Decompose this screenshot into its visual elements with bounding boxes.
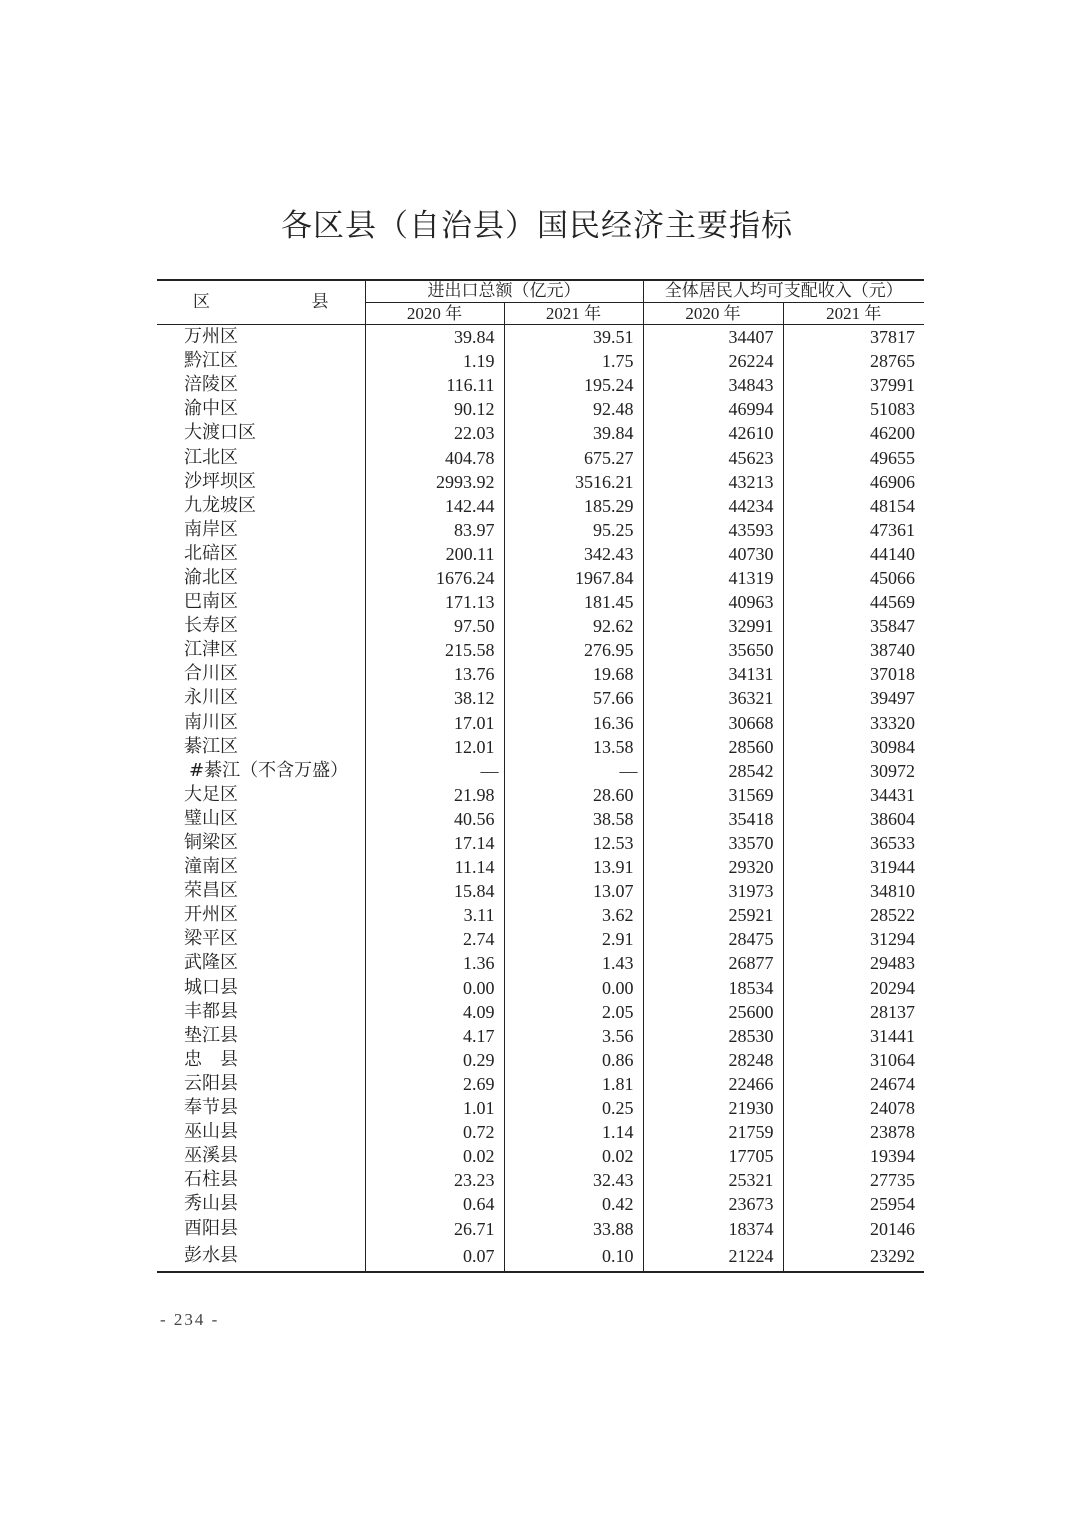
- value-cell: 13.76: [365, 662, 504, 686]
- value-cell: 21224: [643, 1241, 783, 1272]
- table-row: [157, 855, 924, 879]
- value-cell: 47361: [783, 518, 924, 542]
- value-cell: 34810: [783, 879, 924, 903]
- value-cell: 28522: [783, 903, 924, 927]
- value-cell: 40.56: [365, 807, 504, 831]
- value-cell: 200.11: [365, 542, 504, 566]
- region-name-cell: 酉阳县: [184, 1217, 238, 1239]
- value-cell: 34431: [783, 783, 924, 807]
- region-name-cell: 渝北区: [184, 566, 238, 588]
- page-title: 各区县（自治县）国民经济主要指标: [281, 208, 793, 244]
- value-cell: 3516.21: [504, 470, 643, 494]
- region-name-cell: 武隆区: [184, 952, 238, 974]
- table-row: [157, 1096, 924, 1120]
- table-row: [157, 1192, 924, 1216]
- value-cell: 26877: [643, 951, 783, 975]
- value-cell: 33320: [783, 711, 924, 735]
- table-row: [157, 566, 924, 590]
- value-cell: 37817: [783, 325, 924, 350]
- value-cell: 0.25: [504, 1096, 643, 1120]
- value-cell: 2.91: [504, 927, 643, 951]
- value-cell: 17705: [643, 1144, 783, 1168]
- table-row: [157, 1048, 924, 1072]
- value-cell: 13.91: [504, 855, 643, 879]
- value-cell: 0.29: [365, 1048, 504, 1072]
- income-group-header: 全体居民人均可支配收入（元）: [643, 280, 924, 303]
- value-cell: 27735: [783, 1168, 924, 1192]
- value-cell: 3.56: [504, 1024, 643, 1048]
- trade-group-header: 进出口总额（亿元）: [365, 280, 643, 303]
- table-row: [157, 759, 924, 783]
- value-cell: 35847: [783, 614, 924, 638]
- value-cell: 24078: [783, 1096, 924, 1120]
- value-cell: 1.01: [365, 1096, 504, 1120]
- value-cell: 32.43: [504, 1168, 643, 1192]
- year-header: 2021 年: [504, 303, 643, 325]
- value-cell: 38.58: [504, 807, 643, 831]
- table-body: [157, 325, 924, 1272]
- value-cell: 24674: [783, 1072, 924, 1096]
- region-name-cell: 云阳县: [184, 1072, 238, 1094]
- value-cell: 21.98: [365, 783, 504, 807]
- value-cell: 29483: [783, 951, 924, 975]
- value-cell: 16.36: [504, 711, 643, 735]
- region-name-cell: 江津区: [184, 639, 238, 661]
- page-number: - 234 -: [160, 1310, 220, 1329]
- value-cell: 34407: [643, 325, 783, 350]
- value-cell: 0.64: [365, 1192, 504, 1216]
- region-name-cell: 万州区: [184, 326, 238, 348]
- value-cell: 2.05: [504, 1000, 643, 1024]
- value-cell: 30984: [783, 735, 924, 759]
- table-row: [157, 1216, 924, 1240]
- region-name-cell: 江北区: [184, 446, 238, 468]
- value-cell: 46200: [783, 421, 924, 445]
- value-cell: 28475: [643, 927, 783, 951]
- value-cell: 1.19: [365, 349, 504, 373]
- region-name-cell: 大足区: [184, 783, 238, 805]
- value-cell: 0.02: [365, 1144, 504, 1168]
- value-cell: 31441: [783, 1024, 924, 1048]
- value-cell: 1.75: [504, 349, 643, 373]
- value-cell: 0.86: [504, 1048, 643, 1072]
- value-cell: 37018: [783, 662, 924, 686]
- value-cell: 29320: [643, 855, 783, 879]
- region-name-cell: 石柱县: [184, 1169, 238, 1191]
- value-cell: 45066: [783, 566, 924, 590]
- value-cell: 57.66: [504, 686, 643, 710]
- region-name-cell: 涪陵区: [184, 374, 238, 396]
- value-cell: 41319: [643, 566, 783, 590]
- value-cell: 49655: [783, 445, 924, 469]
- value-cell: 36533: [783, 831, 924, 855]
- value-cell: 31064: [783, 1048, 924, 1072]
- region-name-cell: 黔江区: [184, 350, 238, 372]
- value-cell: 39.84: [504, 421, 643, 445]
- value-cell: 28137: [783, 1000, 924, 1024]
- value-cell: 0.00: [365, 976, 504, 1000]
- region-name-cell: 璧山区: [184, 807, 238, 829]
- value-cell: 39497: [783, 686, 924, 710]
- value-cell: 39.51: [504, 325, 643, 350]
- value-cell: 92.62: [504, 614, 643, 638]
- value-cell: 90.12: [365, 397, 504, 421]
- value-cell: 30972: [783, 759, 924, 783]
- value-cell: 32991: [643, 614, 783, 638]
- region-name-cell: 潼南区: [184, 856, 238, 878]
- table-row: [157, 397, 924, 421]
- value-cell: 3.62: [504, 903, 643, 927]
- year-header: 2021 年: [783, 303, 924, 325]
- value-cell: 23673: [643, 1192, 783, 1216]
- value-cell: 0.00: [504, 976, 643, 1000]
- table-row: [157, 831, 924, 855]
- region-name-cell: 忠 县: [184, 1048, 238, 1070]
- region-name-cell: 铜梁区: [184, 832, 238, 854]
- table-row: [157, 421, 924, 445]
- region-header-char-2: 县: [311, 292, 329, 312]
- value-cell: 1.36: [365, 951, 504, 975]
- table-row: [157, 1120, 924, 1144]
- value-cell: 26.71: [365, 1216, 504, 1240]
- value-cell: 45623: [643, 445, 783, 469]
- value-cell: 675.27: [504, 445, 643, 469]
- value-cell: 11.14: [365, 855, 504, 879]
- value-cell: —: [365, 759, 504, 783]
- value-cell: 17.14: [365, 831, 504, 855]
- region-name-cell: 永川区: [184, 687, 238, 709]
- value-cell: 18374: [643, 1216, 783, 1240]
- region-name-cell: 九龙坡区: [184, 494, 256, 516]
- value-cell: 0.72: [365, 1120, 504, 1144]
- region-name-cell: #綦江（不含万盛）: [189, 759, 349, 781]
- value-cell: 37991: [783, 373, 924, 397]
- value-cell: 46994: [643, 397, 783, 421]
- value-cell: 28765: [783, 349, 924, 373]
- region-name-cell: 垫江县: [184, 1024, 238, 1046]
- indicator-table-container: [157, 279, 924, 1273]
- region-name-cell: 秀山县: [184, 1193, 238, 1215]
- region-name-cell: 长寿区: [184, 615, 238, 637]
- value-cell: 95.25: [504, 518, 643, 542]
- value-cell: 33.88: [504, 1216, 643, 1240]
- value-cell: 42610: [643, 421, 783, 445]
- value-cell: 21930: [643, 1096, 783, 1120]
- value-cell: 44234: [643, 494, 783, 518]
- value-cell: 342.43: [504, 542, 643, 566]
- table-row: [157, 518, 924, 542]
- table-row: [157, 1144, 924, 1168]
- value-cell: 12.53: [504, 831, 643, 855]
- year-header: 2020 年: [643, 303, 783, 325]
- region-name-cell: 北碚区: [184, 542, 238, 564]
- value-cell: 31569: [643, 783, 783, 807]
- region-name-cell: 大渡口区: [184, 422, 256, 444]
- value-cell: 28248: [643, 1048, 783, 1072]
- value-cell: 12.01: [365, 735, 504, 759]
- value-cell: 23.23: [365, 1168, 504, 1192]
- value-cell: 28542: [643, 759, 783, 783]
- value-cell: 1.14: [504, 1120, 643, 1144]
- table-row: [157, 686, 924, 710]
- value-cell: 19394: [783, 1144, 924, 1168]
- indicator-table: [157, 279, 924, 1273]
- value-cell: —: [504, 759, 643, 783]
- table-row: [157, 1072, 924, 1096]
- table-row: [157, 951, 924, 975]
- table-row: [157, 494, 924, 518]
- value-cell: 1676.24: [365, 566, 504, 590]
- value-cell: 20294: [783, 976, 924, 1000]
- table-row: [157, 1024, 924, 1048]
- table-row: [157, 349, 924, 373]
- value-cell: 39.84: [365, 325, 504, 350]
- value-cell: 46906: [783, 470, 924, 494]
- value-cell: 25600: [643, 1000, 783, 1024]
- value-cell: 28530: [643, 1024, 783, 1048]
- region-name-cell: 沙坪坝区: [184, 470, 256, 492]
- value-cell: 28560: [643, 735, 783, 759]
- value-cell: 97.50: [365, 614, 504, 638]
- value-cell: 21759: [643, 1120, 783, 1144]
- value-cell: 35650: [643, 638, 783, 662]
- value-cell: 0.02: [504, 1144, 643, 1168]
- value-cell: 22466: [643, 1072, 783, 1096]
- value-cell: 34843: [643, 373, 783, 397]
- value-cell: 181.45: [504, 590, 643, 614]
- value-cell: 26224: [643, 349, 783, 373]
- table-row: [157, 590, 924, 614]
- table-row: [157, 903, 924, 927]
- table-row: [157, 542, 924, 566]
- value-cell: 38604: [783, 807, 924, 831]
- value-cell: 34131: [643, 662, 783, 686]
- table-row: [157, 1241, 924, 1272]
- region-name-cell: 巫山县: [184, 1121, 238, 1143]
- value-cell: 20146: [783, 1216, 924, 1240]
- table-row: [157, 638, 924, 662]
- value-cell: 44140: [783, 542, 924, 566]
- value-cell: 171.13: [365, 590, 504, 614]
- value-cell: 17.01: [365, 711, 504, 735]
- region-name-cell: 南岸区: [184, 518, 238, 540]
- value-cell: 40730: [643, 542, 783, 566]
- region-name-cell: 城口县: [184, 976, 238, 998]
- value-cell: 2993.92: [365, 470, 504, 494]
- region-name-cell: 丰都县: [184, 1000, 238, 1022]
- table-row: [157, 735, 924, 759]
- value-cell: 276.95: [504, 638, 643, 662]
- table-row: [157, 373, 924, 397]
- value-cell: 2.69: [365, 1072, 504, 1096]
- value-cell: 92.48: [504, 397, 643, 421]
- table-row: [157, 662, 924, 686]
- value-cell: 25921: [643, 903, 783, 927]
- value-cell: 4.09: [365, 1000, 504, 1024]
- value-cell: 30668: [643, 711, 783, 735]
- table-row: [157, 783, 924, 807]
- value-cell: 51083: [783, 397, 924, 421]
- table-row: [157, 1168, 924, 1192]
- value-cell: 1.81: [504, 1072, 643, 1096]
- table-row: [157, 445, 924, 469]
- value-cell: 116.11: [365, 373, 504, 397]
- region-name-cell: 綦江区: [184, 735, 238, 757]
- value-cell: 18534: [643, 976, 783, 1000]
- region-name-cell: 渝中区: [184, 398, 238, 420]
- value-cell: 23292: [783, 1241, 924, 1272]
- value-cell: 48154: [783, 494, 924, 518]
- value-cell: 142.44: [365, 494, 504, 518]
- region-column-header: [157, 280, 365, 325]
- value-cell: 43593: [643, 518, 783, 542]
- table-row: [157, 976, 924, 1000]
- region-name-cell: 彭水县: [157, 1241, 365, 1272]
- value-cell: 35418: [643, 807, 783, 831]
- region-name-cell: 梁平区: [184, 928, 238, 950]
- value-cell: 25321: [643, 1168, 783, 1192]
- value-cell: 13.07: [504, 879, 643, 903]
- value-cell: 36321: [643, 686, 783, 710]
- table-row: [157, 325, 924, 350]
- table-row: [157, 1000, 924, 1024]
- region-name-cell: 奉节县: [184, 1097, 238, 1119]
- value-cell: 25954: [783, 1192, 924, 1216]
- value-cell: 404.78: [365, 445, 504, 469]
- value-cell: 1.43: [504, 951, 643, 975]
- value-cell: 44569: [783, 590, 924, 614]
- value-cell: 215.58: [365, 638, 504, 662]
- table-row: [157, 807, 924, 831]
- value-cell: 15.84: [365, 879, 504, 903]
- value-cell: 22.03: [365, 421, 504, 445]
- region-name-cell: 合川区: [184, 663, 238, 685]
- table-row: [157, 470, 924, 494]
- region-name-cell: 巫溪县: [184, 1145, 238, 1167]
- year-header: 2020 年: [365, 303, 504, 325]
- value-cell: 1967.84: [504, 566, 643, 590]
- value-cell: 0.42: [504, 1192, 643, 1216]
- table-row: [157, 711, 924, 735]
- table-header: [157, 280, 924, 325]
- value-cell: 31973: [643, 879, 783, 903]
- value-cell: 3.11: [365, 903, 504, 927]
- value-cell: 19.68: [504, 662, 643, 686]
- region-header-char-1: 区: [193, 292, 211, 312]
- value-cell: 195.24: [504, 373, 643, 397]
- value-cell: 185.29: [504, 494, 643, 518]
- value-cell: 31944: [783, 855, 924, 879]
- value-cell: 28.60: [504, 783, 643, 807]
- region-name-cell: 荣昌区: [184, 880, 238, 902]
- value-cell: 83.97: [365, 518, 504, 542]
- region-name-cell: 开州区: [184, 904, 238, 926]
- value-cell: 43213: [643, 470, 783, 494]
- region-name-cell: 巴南区: [184, 591, 238, 613]
- value-cell: 4.17: [365, 1024, 504, 1048]
- region-name-cell: 南川区: [184, 711, 238, 733]
- table-row: [157, 879, 924, 903]
- table-row: [157, 614, 924, 638]
- value-cell: 2.74: [365, 927, 504, 951]
- value-cell: 0.10: [504, 1241, 643, 1272]
- value-cell: 31294: [783, 927, 924, 951]
- value-cell: 33570: [643, 831, 783, 855]
- value-cell: 40963: [643, 590, 783, 614]
- value-cell: 0.07: [365, 1241, 504, 1272]
- table-row: [157, 927, 924, 951]
- value-cell: 13.58: [504, 735, 643, 759]
- value-cell: 38740: [783, 638, 924, 662]
- value-cell: 23878: [783, 1120, 924, 1144]
- value-cell: 38.12: [365, 686, 504, 710]
